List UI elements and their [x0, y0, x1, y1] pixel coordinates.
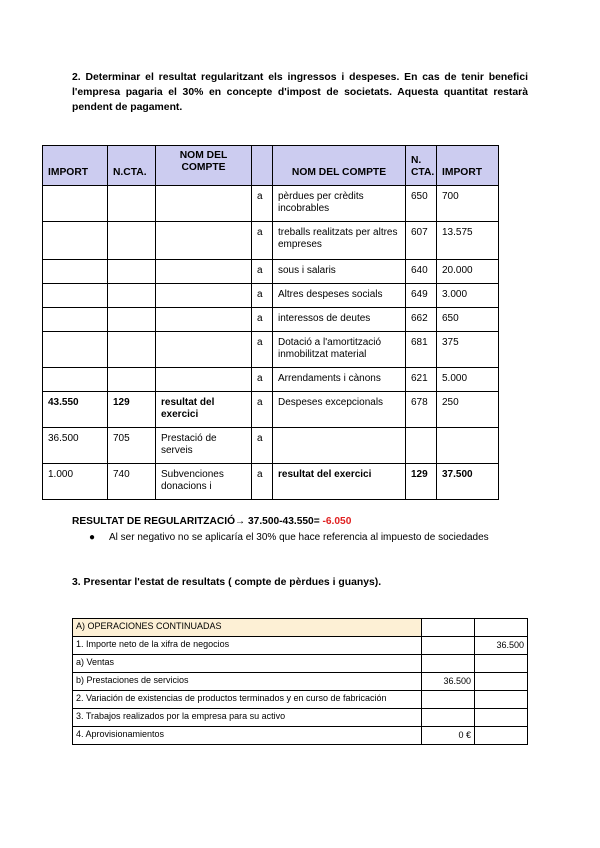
section-3-heading: 3. Presentar l'estat de resultats ( compte de pèrdues i guanys). [72, 577, 382, 588]
table-cell: 5.000 [437, 368, 499, 392]
header-separator [252, 146, 273, 186]
table-cell: interessos de deutes [273, 308, 406, 332]
table-row [43, 332, 499, 368]
table-cell: 129 [108, 392, 156, 428]
header-account-debit: N.CTA. [108, 146, 156, 186]
table-cell: 1.000 [43, 464, 108, 500]
table-cell: sous i salaris [273, 260, 406, 284]
table-cell [156, 260, 252, 284]
table-cell: treballs realitzats per altres empreses [273, 222, 406, 260]
table-cell: 36.500 [43, 428, 108, 464]
table-cell: 621 [406, 368, 437, 392]
table-row [73, 637, 528, 655]
table-cell: Despeses excepcionals [273, 392, 406, 428]
header-account-name-debit: NOM DEL COMPTE [156, 146, 252, 186]
table-cell [43, 260, 108, 284]
table-cell [422, 709, 475, 727]
table-cell: 740 [108, 464, 156, 500]
table-cell: 0 € [422, 727, 475, 745]
table-cell: pèrdues per crèdits incobrables [273, 186, 406, 222]
table-cell: Prestació de serveis [156, 428, 252, 464]
table-cell [43, 186, 108, 222]
table-cell: Subvenciones donacions i [156, 464, 252, 500]
table-cell [475, 673, 528, 691]
table-cell [422, 619, 475, 637]
table-cell: Altres despeses socials [273, 284, 406, 308]
table-row [73, 727, 528, 745]
table-row [43, 368, 499, 392]
table-cell: 2. Variación de existencias de productos terminados y en curso de fabricación [73, 691, 422, 709]
table-cell [108, 186, 156, 222]
table-cell [43, 284, 108, 308]
table-cell [43, 222, 108, 260]
table-cell: 3. Trabajos realizados por la empresa para su activo [73, 709, 422, 727]
header-account-credit: N. CTA. [406, 146, 437, 186]
table-cell: Arrendaments i cànons [273, 368, 406, 392]
table-cell: 650 [406, 186, 437, 222]
table-cell: 1. Importe neto de la xifra de negocios [73, 637, 422, 655]
table-row [43, 260, 499, 284]
table-row [73, 619, 528, 637]
table-cell: 37.500 [437, 464, 499, 500]
table-cell [422, 691, 475, 709]
table-row [43, 284, 499, 308]
table-cell [108, 332, 156, 368]
table-cell: 681 [406, 332, 437, 368]
table-cell: 640 [406, 260, 437, 284]
table-row [43, 186, 499, 222]
table-cell [475, 619, 528, 637]
table-cell: a [252, 428, 273, 464]
table-cell: 250 [437, 392, 499, 428]
table-row [73, 655, 528, 673]
income-statement-table [72, 618, 528, 745]
table-cell: 607 [406, 222, 437, 260]
table-cell: 13.575 [437, 222, 499, 260]
table-cell [273, 428, 406, 464]
table-cell: a [252, 284, 273, 308]
table-cell: 4. Aprovisionamientos [73, 727, 422, 745]
table-cell: a [252, 392, 273, 428]
table-cell: 678 [406, 392, 437, 428]
table-cell [108, 260, 156, 284]
table-cell [43, 308, 108, 332]
table-cell: a [252, 308, 273, 332]
table-cell: a [252, 186, 273, 222]
table-cell: Dotació a l'amortització inmobilitzat material [273, 332, 406, 368]
table-row [43, 308, 499, 332]
table-cell: 650 [437, 308, 499, 332]
table-cell: 129 [406, 464, 437, 500]
table-cell: resultat del exercici [273, 464, 406, 500]
table-row [73, 673, 528, 691]
table-cell [475, 709, 528, 727]
table-header-row [43, 146, 499, 186]
table-cell [156, 186, 252, 222]
table-cell [43, 332, 108, 368]
table-cell [156, 368, 252, 392]
note-text: Al ser negativo no se aplicaría el 30% que hace referencia al impuesto de sociedades [109, 532, 489, 543]
table-cell [406, 428, 437, 464]
table-cell [156, 332, 252, 368]
table-cell: b) Prestaciones de servicios [73, 673, 422, 691]
table-cell: 662 [406, 308, 437, 332]
regularization-result [72, 516, 351, 527]
table-cell [108, 222, 156, 260]
table-cell: 649 [406, 284, 437, 308]
table-cell: 20.000 [437, 260, 499, 284]
table-row [73, 691, 528, 709]
table-cell: a [252, 260, 273, 284]
table-cell [475, 727, 528, 745]
table-cell [108, 308, 156, 332]
note-bullet-item [89, 530, 527, 545]
table-cell: 700 [437, 186, 499, 222]
table-cell: 705 [108, 428, 156, 464]
table-cell: 375 [437, 332, 499, 368]
table-row [73, 709, 528, 727]
header-import-debit: IMPORT [43, 146, 108, 186]
bullet-dot: ● [89, 532, 96, 543]
table-cell [437, 428, 499, 464]
table-row [43, 464, 499, 500]
table-cell [156, 284, 252, 308]
table-cell [108, 368, 156, 392]
table-cell: a [252, 464, 273, 500]
table-cell: a) Ventas [73, 655, 422, 673]
header-account-name-credit: NOM DEL COMPTE [273, 146, 406, 186]
result-label: RESULTAT DE REGULARITZACIÓ→ 37.500-43.550= [72, 516, 323, 527]
table-cell: a [252, 332, 273, 368]
table-cell: A) OPERACIONES CONTINUADAS [73, 619, 422, 637]
table-cell [156, 308, 252, 332]
table-cell: a [252, 222, 273, 260]
table-cell [43, 368, 108, 392]
table-cell [475, 691, 528, 709]
table-cell [422, 637, 475, 655]
section-2-heading: 2. Determinar el resultat regularitzant els ingressos i despeses. En cas de tenir benefici l'empresa pagaria el 30% en concepte d'impost de societats. Aquesta quantitat restarà pendent de pagament. [72, 72, 528, 113]
table-cell [422, 655, 475, 673]
table-row [43, 428, 499, 464]
table-cell: resultat del exercici [156, 392, 252, 428]
table-row [43, 392, 499, 428]
table-cell: 36.500 [422, 673, 475, 691]
header-import-credit: IMPORT [437, 146, 499, 186]
table-cell [475, 655, 528, 673]
table-cell [156, 222, 252, 260]
table-cell: 43.550 [43, 392, 108, 428]
regularization-journal-table [42, 145, 499, 500]
table-row [43, 222, 499, 260]
table-cell: 3.000 [437, 284, 499, 308]
table-cell: 36.500 [475, 637, 528, 655]
result-value: -6.050 [322, 516, 352, 527]
table-cell: a [252, 368, 273, 392]
table-cell [108, 284, 156, 308]
